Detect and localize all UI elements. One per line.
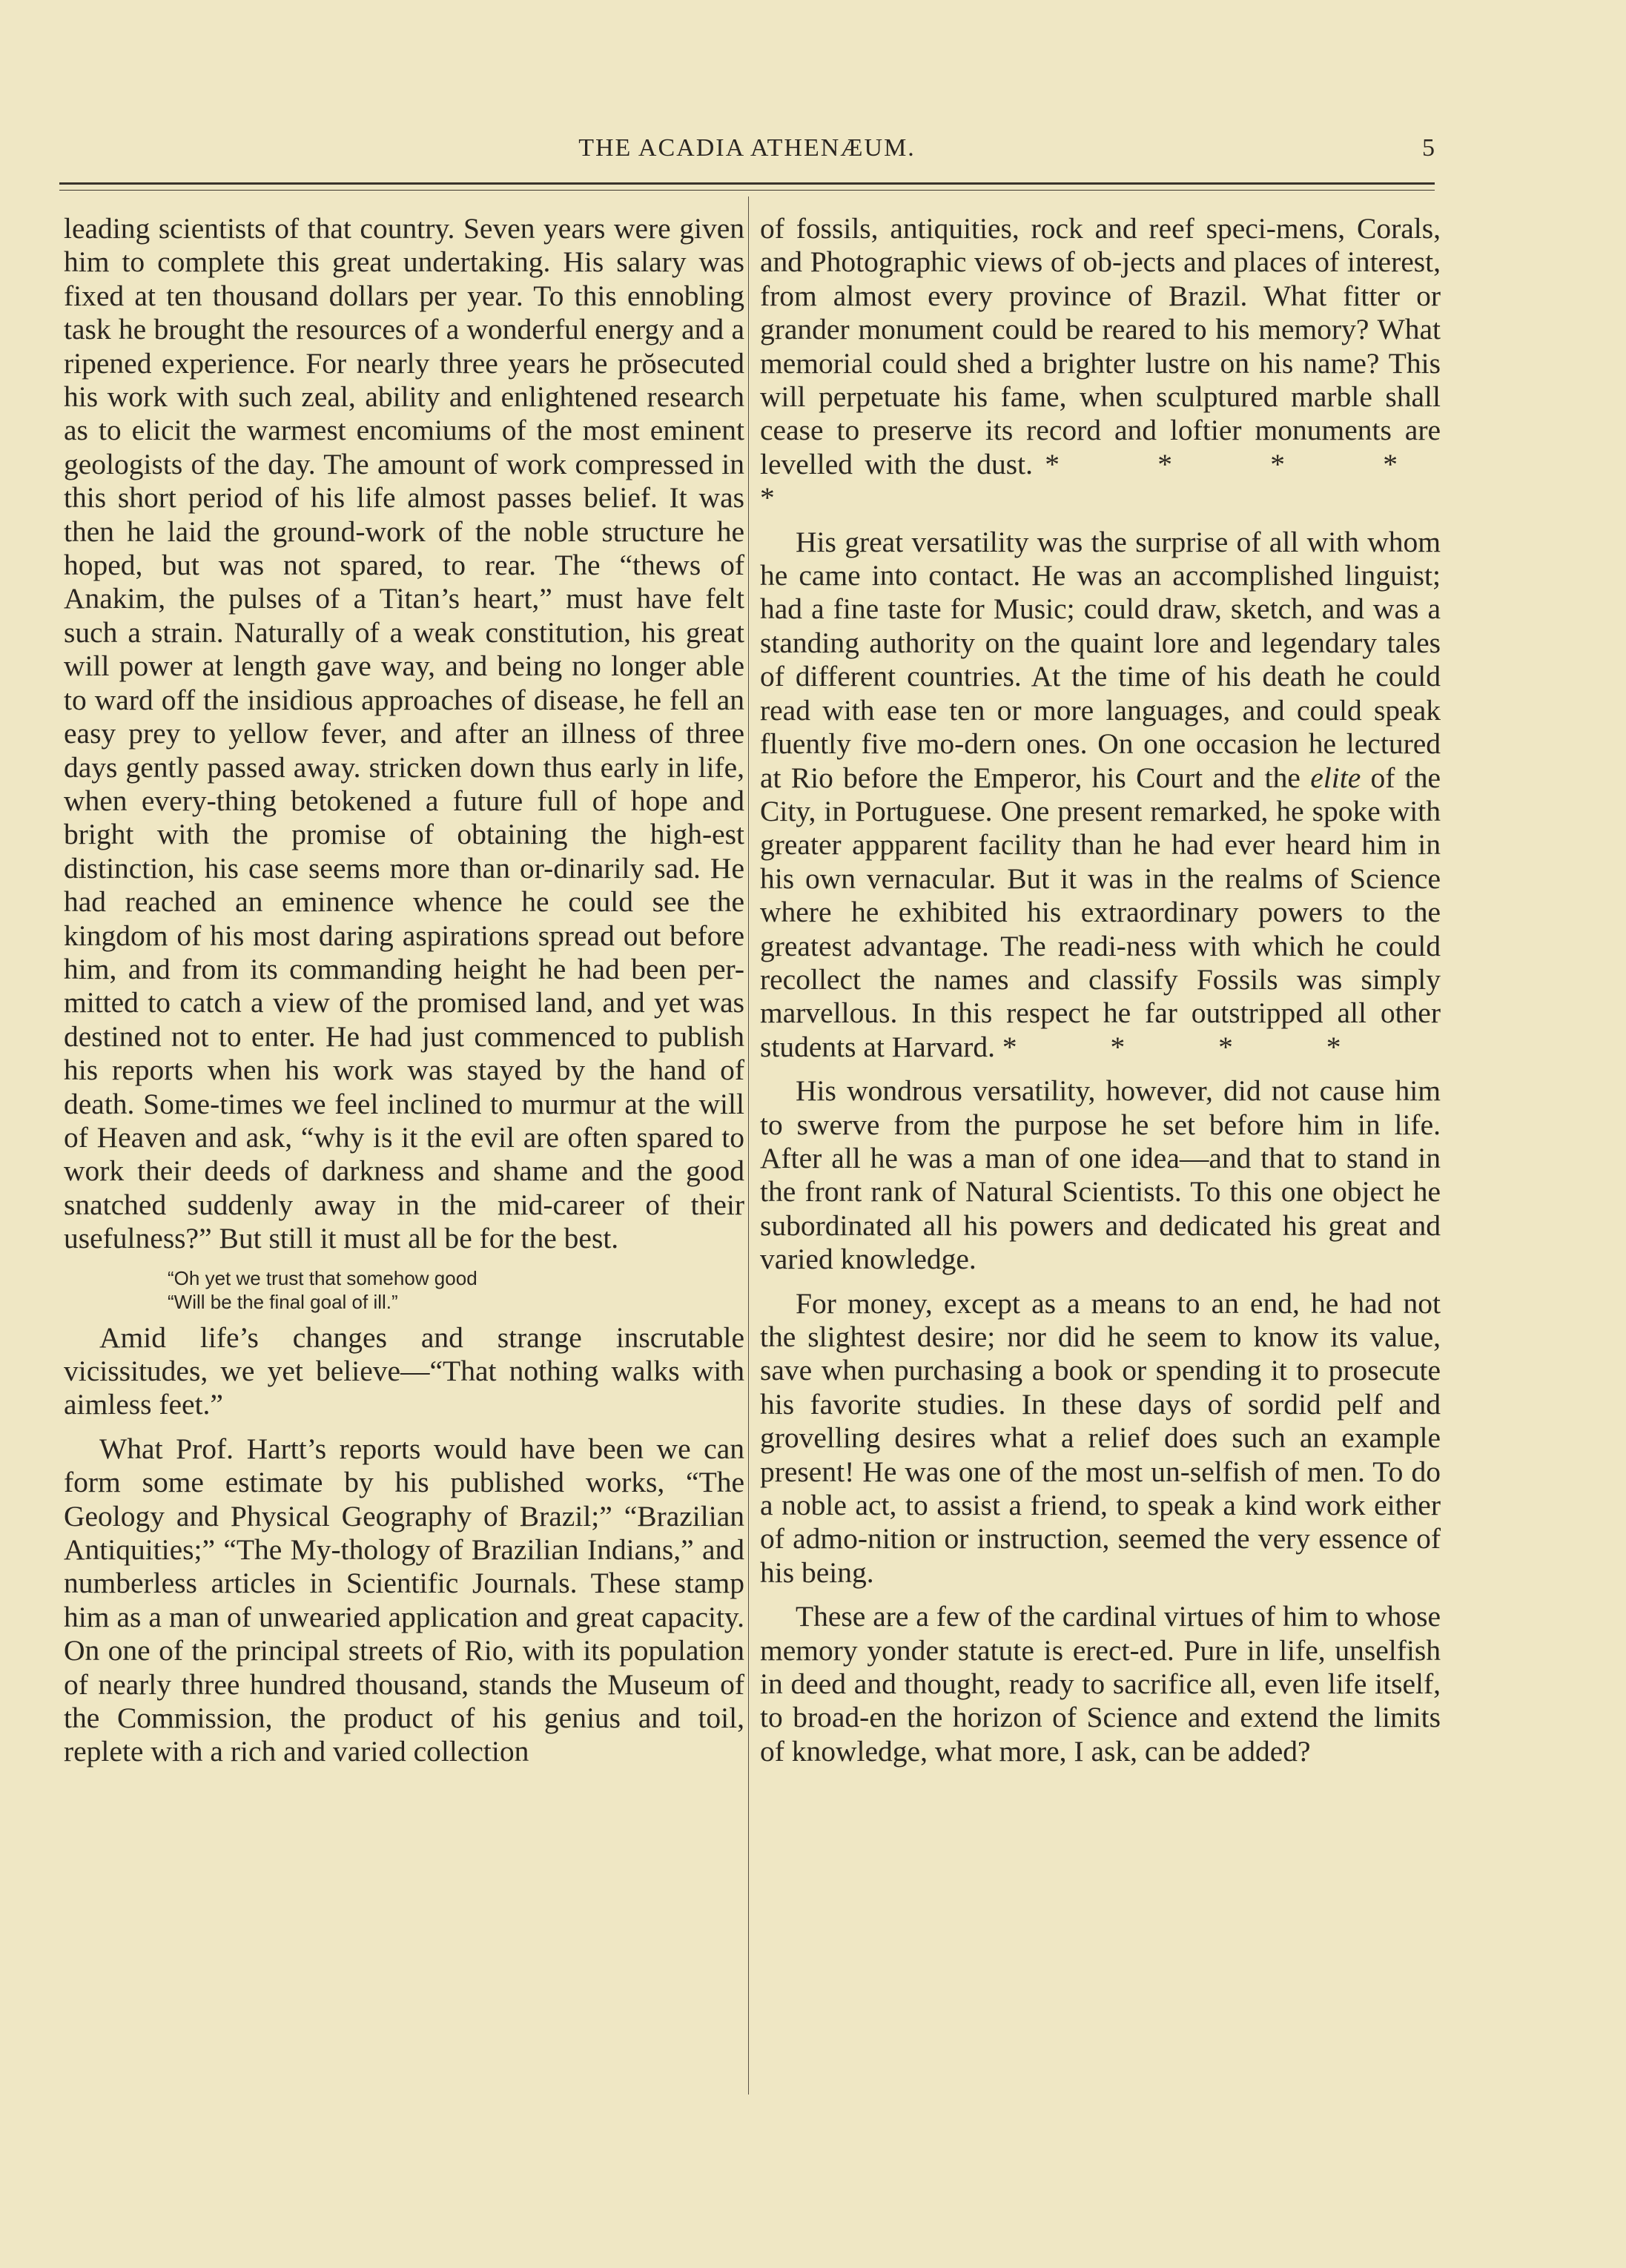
paragraph: leading scientists of that country. Seven years were given him to complete this great undertaking. His salary was fixed at ten thousand dollars per year. To this ennobling task he brought the resources of a wonderful energy and a ripened experience. For nearly three years he prŏsecuted his work with such zeal, ability and enlightened research as to elicit the warmest encomiums of the most eminent geologists of the day. The amount of work compressed in this short period of his life almost passes belief. It was then he laid the ground-work of the noble structure he hoped, but was not spared, to rear. The “thews of Anakim, the pulses of a Titan’s heart,” must have felt such a strain. Naturally of a weak constitution, his great will power at length gave way, and being no longer able to ward off the insidious approaches of disease, he fell an easy prey to yellow fever, and after an illness of three days gently passed away. stricken down thus early in life, when every-thing betokened a future full of hope and bright with the promise of obtaining the high-est distinction, his case seems more than or-dinarily sad. He had reached an eminence whence he could see the kingdom of his most daring aspirations spread out before him, and from its commanding height he had been per-mitted to catch a view of the promised land, and yet was destined not to enter. He had just commenced to publish his reports when his work was stayed by the hand of death. Some-times we feel inclined to murmur at the will of Heaven and ask, “why is it the evil are often spared to work their deeds of darkness and shame and the good snatched suddenly away in the mid-career of their usefulness?” But still it must all be for the best. [64, 212, 744, 1255]
paragraph: Amid life’s changes and strange inscrutable vicissitudes, we yet believe—“That nothing walks with aimless feet.” [64, 1320, 744, 1421]
paragraph: For money, except as a means to an end, he had not the slightest desire; nor did he seem to know its value, save when purchasing a book or spending it to prosecute his favorite studies. In these days of sordid pelf and grovelling desires what a relief does such an example present! He was one of the most un-selfish of men. To do a noble act, to assist a friend, to speak a kind work either of admo-nition or instruction, seemed the very essence of his being. [760, 1286, 1441, 1589]
paragraph-text: His great versatility was the surprise of all with whom he came into contact. He was an accomplished linguist; had a fine taste for Music; could draw, sketch, and was a standing authority on the quaint lore and legendary tales of different countries. At the time of his death he could read with ease ten or more languages, and could speak fluently five mo-dern ones. On one occasion he lectured at Rio before the Emperor, his Court and the [760, 525, 1441, 794]
paragraph: What Prof. Hartt’s reports would have been we can form some estimate by his published works, “The Geology and Physical Geography of Brazil;” “Brazilian Antiquities;” “The My-thology of Brazilian Indians,” and numberless articles in Scientific Journals. These stamp him as a man of unwearied application and great capacity. On one of the principal streets of Rio, with its population of nearly three hundred thousand, stands the Museum of the Commission, the product of his genius and toil, replete with a rich and varied collection [64, 1432, 744, 1768]
right-column [760, 212, 1441, 1779]
paragraph-text: of fossils, antiquities, rock and reef speci-mens, Corals, and Photographic views of ob-jects and places of interest, from almost every province of Brazil. What fitter or grander monument could be reared to his memory? What memorial could shed a brighter lustre on his name? This will perpetuate his fame, when sculptured marble shall cease to preserve its record and loftier monuments are levelled with the dust. [760, 212, 1441, 480]
publication-title: THE ACADIA ATHENÆUM. [578, 134, 916, 162]
header-rule-thin [59, 190, 1435, 191]
paragraph: These are a few of the cardinal virtues of him to whose memory yonder statute is erect-ed. Pure in life, unselfish in deed and thought, ready to sacrifice all, even life itself, to broad-en the horizon of Science and extend the limits of knowledge, what more, I ask, can be added? [760, 1600, 1441, 1768]
left-column [64, 212, 744, 1779]
page-number: 5 [1422, 134, 1435, 162]
paragraph: His wondrous versatility, however, did not cause him to swerve from the purpose he set before him in life. After all he was a man of one idea—and that to stand in the front rank of Natural Scientists. To this one object he subordinated all his powers and dedicated his great and varied knowledge. [760, 1074, 1441, 1276]
italic-word: elite [1310, 761, 1361, 794]
paragraph [760, 212, 1441, 515]
verse-line: “Oh yet we trust that somehow good [168, 1266, 477, 1289]
verse-quote [64, 1266, 744, 1314]
header-rule-thick [59, 182, 1435, 185]
running-head [59, 130, 1435, 167]
section-stars: * * * * * [760, 447, 1441, 515]
paragraph-text: of the City, in Portuguese. One present remarked, he spoke with greater appparent facility than he had ever heard him in his own vernacular. But it was in the realms of Science where he exhibited his extraordinary powers to the greatest advantage. The readi-ness with which he could recollect the names and classify Fossils was simply marvellous. In this respect he far outstripped all other students at Harvard. [760, 761, 1441, 1063]
column-divider [748, 196, 749, 2095]
section-stars: * * * * [1002, 1030, 1384, 1063]
verse-line: “Will be the final goal of ill.” [168, 1290, 398, 1313]
paragraph [760, 526, 1441, 1065]
